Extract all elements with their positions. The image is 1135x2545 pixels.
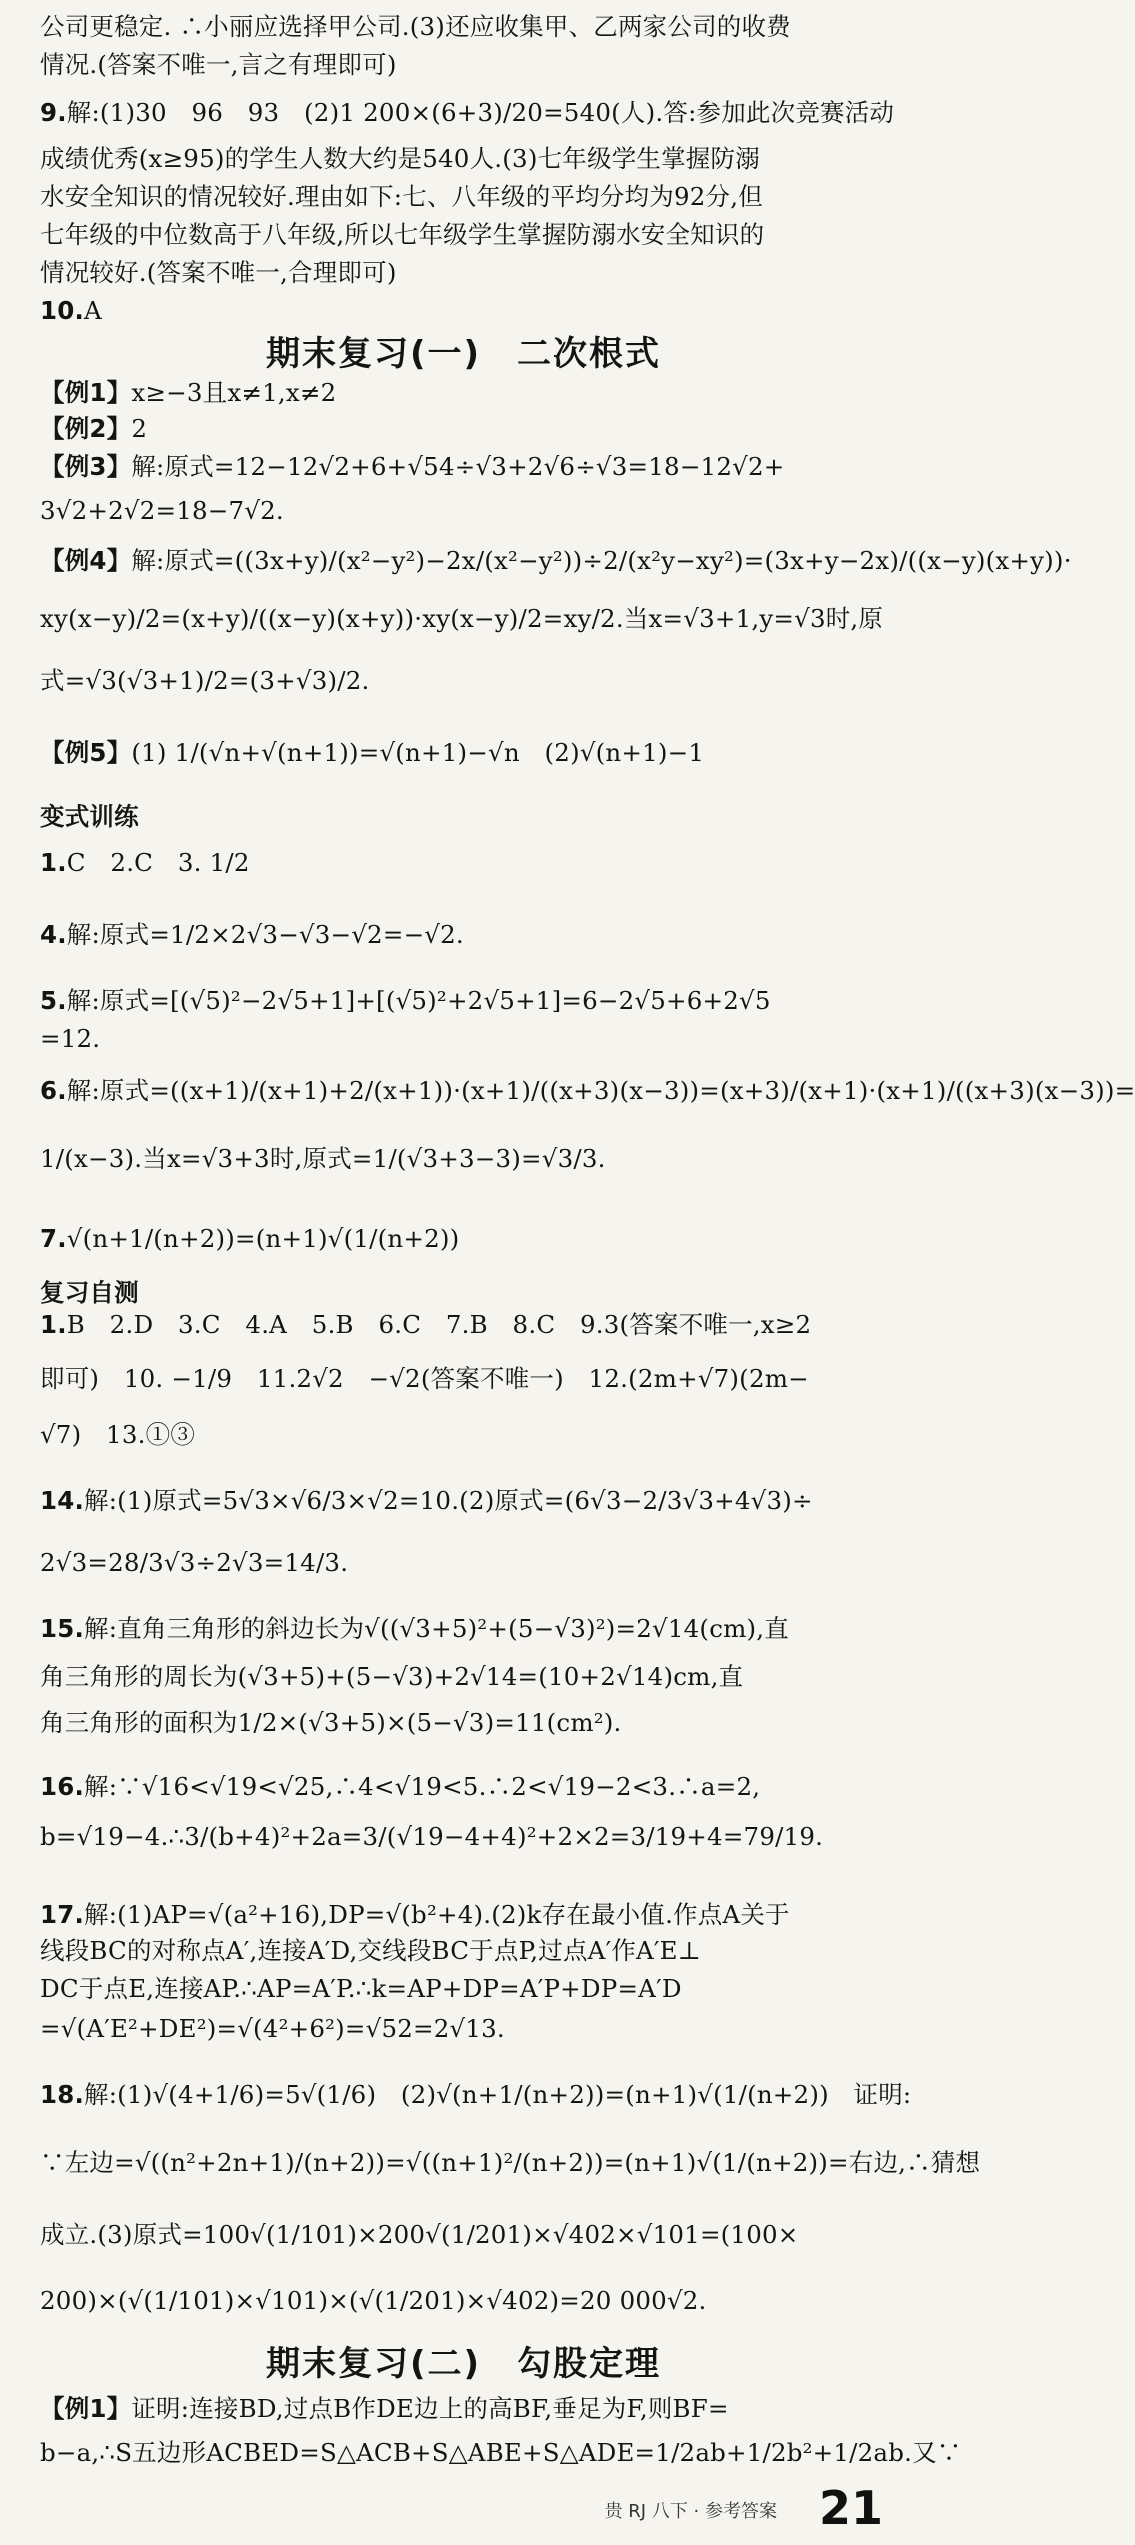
answer-line xyxy=(40,10,889,44)
answer-line xyxy=(40,1022,889,1056)
item-text: 情况较好.(答案不唯一,合理即可) xyxy=(40,258,397,287)
answer-line xyxy=(40,494,889,528)
item-text: 3√2+2√2=18−7√2. xyxy=(40,496,284,525)
answer-line xyxy=(40,664,889,698)
item-text: √(n+1/(n+2))=(n+1)√(1/(n+2)) xyxy=(66,1224,460,1253)
item-label: 【例5】 xyxy=(40,738,132,767)
answer-line xyxy=(40,2392,889,2426)
item-text: A xyxy=(84,296,102,325)
item-text: 水安全知识的情况较好.理由如下:七、八年级的平均分均为92分,但 xyxy=(40,182,763,211)
item-text: C 2.C 3. 1/2 xyxy=(66,848,250,877)
item-text: xy(x−y)/2=(x+y)/((x−y)(x+y))·xy(x−y)/2=xy/2.当x=√3+1,y=√3时,原 xyxy=(40,604,884,633)
footer-label: 贵 RJ 八下 · 参考答案 xyxy=(604,2501,777,2522)
answer-line xyxy=(40,1308,889,1342)
answer-line xyxy=(40,450,889,484)
answer-line xyxy=(40,2078,912,2112)
item-label: 【例2】 xyxy=(40,414,132,443)
item-label: 1. xyxy=(40,1310,67,1339)
item-text: √7) 13.①③ xyxy=(40,1420,196,1449)
section-title: 期末复习(二) 勾股定理 xyxy=(265,2344,662,2384)
answer-line xyxy=(40,96,895,130)
item-text: 2√3=28/3√3÷2√3=14/3. xyxy=(40,1548,349,1577)
item-text: 公司更稳定. ∴小丽应选择甲公司.(3)还应收集甲、乙两家公司的收费 xyxy=(40,12,791,41)
item-text: (1) 1/(√n+√(n+1))=√(n+1)−√n (2)√(n+1)−1 xyxy=(131,738,705,767)
answer-line xyxy=(40,602,889,636)
item-label: 复习自测 xyxy=(40,1278,139,1307)
item-label: 4. xyxy=(40,920,67,949)
answer-line xyxy=(40,2218,889,2252)
answer-line xyxy=(40,1362,889,1396)
answer-line xyxy=(40,2284,889,2318)
item-text: x≥−3且x≠1,x≠2 xyxy=(131,378,337,407)
item-text: 角三角形的面积为1/2×(√3+5)×(5−√3)=11(cm²). xyxy=(40,1708,622,1737)
item-text: =12. xyxy=(40,1024,101,1053)
answer-line xyxy=(40,218,889,252)
item-label: 【例4】 xyxy=(40,546,132,575)
item-label: 5. xyxy=(40,986,67,1015)
item-text: b=√19−4.∴3/(b+4)²+2a=3/(√19−4+4)²+2×2=3/19+4=79/19. xyxy=(40,1822,824,1851)
item-text: B 2.D 3.C 4.A 5.B 6.C 7.B 8.C 9.3(答案不唯一,x≥2 xyxy=(66,1310,812,1339)
answer-line xyxy=(40,2436,962,2470)
answer-line xyxy=(40,1276,889,1310)
answer-line xyxy=(40,544,1072,578)
item-label: 变式训练 xyxy=(40,802,139,831)
answer-line xyxy=(40,1706,889,1740)
item-text: ∵左边=√((n²+2n+1)/(n+2))=√((n+1)²/(n+2))=(n+1)√(1/(n+2))=右边,∴猜想 xyxy=(40,2148,981,2177)
item-label: 15. xyxy=(40,1614,85,1643)
answer-line xyxy=(40,1972,889,2006)
item-text: 解:原式=[(√5)²−2√5+1]+[(√5)²+2√5+1]=6−2√5+6+2√5 xyxy=(66,986,771,1015)
item-label: 17. xyxy=(40,1900,85,1929)
item-label: 【例1】 xyxy=(40,2394,132,2423)
answer-line xyxy=(40,48,889,82)
answer-line xyxy=(40,1660,889,1694)
answer-line xyxy=(40,376,889,410)
item-label: 【例3】 xyxy=(40,452,132,481)
answer-line xyxy=(40,256,889,290)
item-text: 证明:连接BD,过点B作DE边上的高BF,垂足为F,则BF= xyxy=(131,2394,729,2423)
answer-line xyxy=(40,1546,889,1580)
item-text: 1/(x−3).当x=√3+3时,原式=1/(√3+3−3)=√3/3. xyxy=(40,1144,606,1173)
item-label: 16. xyxy=(40,1772,85,1801)
item-text: 七年级的中位数高于八年级,所以七年级学生掌握防溺水安全知识的 xyxy=(40,220,765,249)
item-label: 10. xyxy=(40,296,85,325)
item-label: 18. xyxy=(40,2080,85,2109)
item-text: 解:原式=12−12√2+6+√54÷√3+2√6÷√3=18−12√2+ xyxy=(131,452,785,481)
section-title: 期末复习(一) 二次根式 xyxy=(265,334,662,374)
answer-line xyxy=(40,1934,889,1968)
item-text: 200)×(√(1/101)×√101)×(√(1/201)×√402)=20 000√2. xyxy=(40,2286,707,2315)
item-label: 9. xyxy=(40,98,67,127)
item-text: 情况.(答案不唯一,言之有理即可) xyxy=(40,50,397,79)
item-text: 成立.(3)原式=100√(1/101)×200√(1/201)×√402×√101=(100× xyxy=(40,2220,799,2249)
answer-line xyxy=(40,984,889,1018)
answer-line xyxy=(40,1820,889,1854)
item-text: 2 xyxy=(131,414,148,443)
item-text: DC于点E,连接AP.∴AP=A′P.∴k=AP+DP=A′P+DP=A′D xyxy=(40,1974,682,2003)
item-text: 解:(1)30 96 93 (2)1 200×(6+3)/20=540(人).答:参加此次竞赛活动 xyxy=(66,98,895,127)
answer-line xyxy=(40,1418,889,1452)
answer-line xyxy=(40,1770,889,1804)
answer-line xyxy=(40,846,889,880)
item-text: 解:(1)√(4+1/6)=5√(1/6) (2)√(n+1/(n+2))=(n+1)√(1/(n+2)) 证明: xyxy=(84,2080,912,2109)
answer-line xyxy=(40,142,889,176)
answer-line xyxy=(40,2012,889,2046)
page-number: 21 xyxy=(818,2481,883,2535)
item-text: 解:原式=((3x+y)/(x²−y²)−2x/(x²−y²))÷2/(x²y−xy²)=(3x+y−2x)/((x−y)(x+y))· xyxy=(131,546,1072,575)
item-text: 解:直角三角形的斜边长为√((√3+5)²+(5−√3)²)=2√14(cm),直 xyxy=(84,1614,789,1643)
item-label: 1. xyxy=(40,848,67,877)
answer-line xyxy=(40,1612,889,1646)
answer-line xyxy=(40,1142,889,1176)
answer-line xyxy=(40,1074,1135,1108)
answer-line xyxy=(40,800,889,834)
item-text: 解:(1)原式=5√3×√6/3×√2=10.(2)原式=(6√3−2/3√3+4√3)÷ xyxy=(84,1486,813,1515)
item-text: 式=√3(√3+1)/2=(3+√3)/2. xyxy=(40,666,370,695)
item-text: 解:原式=((x+1)/(x+1)+2/(x+1))·(x+1)/((x+3)(x−3))=(x+3)/(x+1)·(x+1)/((x+3)(x−3))= xyxy=(66,1076,1135,1105)
answer-line xyxy=(40,180,889,214)
answer-line xyxy=(40,918,889,952)
item-text: 即可) 10. −1/9 11.2√2 −√2(答案不唯一) 12.(2m+√7)(2m− xyxy=(40,1364,809,1393)
item-text: =√(A′E²+DE²)=√(4²+6²)=√52=2√13. xyxy=(40,2014,505,2043)
item-text: b−a,∴S五边形ACBED=S△ACB+S△ABE+S△ADE=1/2ab+1/2b²+1/2ab.又∵ xyxy=(40,2438,962,2467)
item-text: 线段BC的对称点A′,连接A′D,交线段BC于点P,过点A′作A′E⊥ xyxy=(40,1936,702,1965)
answer-line xyxy=(40,1484,889,1518)
item-text: 角三角形的周长为(√3+5)+(5−√3)+2√14=(10+2√14)cm,直 xyxy=(40,1662,744,1691)
item-label: 【例1】 xyxy=(40,378,132,407)
answer-line xyxy=(40,1222,889,1256)
answer-line xyxy=(40,412,889,446)
item-text: 解:原式=1/2×2√3−√3−√2=−√2. xyxy=(66,920,464,949)
answer-line xyxy=(40,294,889,328)
item-text: 解:∵√16<√19<√25,∴4<√19<5.∴2<√19−2<3.∴a=2, xyxy=(84,1772,761,1801)
answer-line xyxy=(40,1898,889,1932)
answer-line xyxy=(40,736,889,770)
item-text: 解:(1)AP=√(a²+16),DP=√(b²+4).(2)k存在最小值.作点A关于 xyxy=(84,1900,790,1929)
item-label: 6. xyxy=(40,1076,67,1105)
item-label: 7. xyxy=(40,1224,67,1253)
item-text: 成绩优秀(x≥95)的学生人数大约是540人.(3)七年级学生掌握防溺 xyxy=(40,144,760,173)
item-label: 14. xyxy=(40,1486,85,1515)
answer-line xyxy=(40,2146,981,2180)
